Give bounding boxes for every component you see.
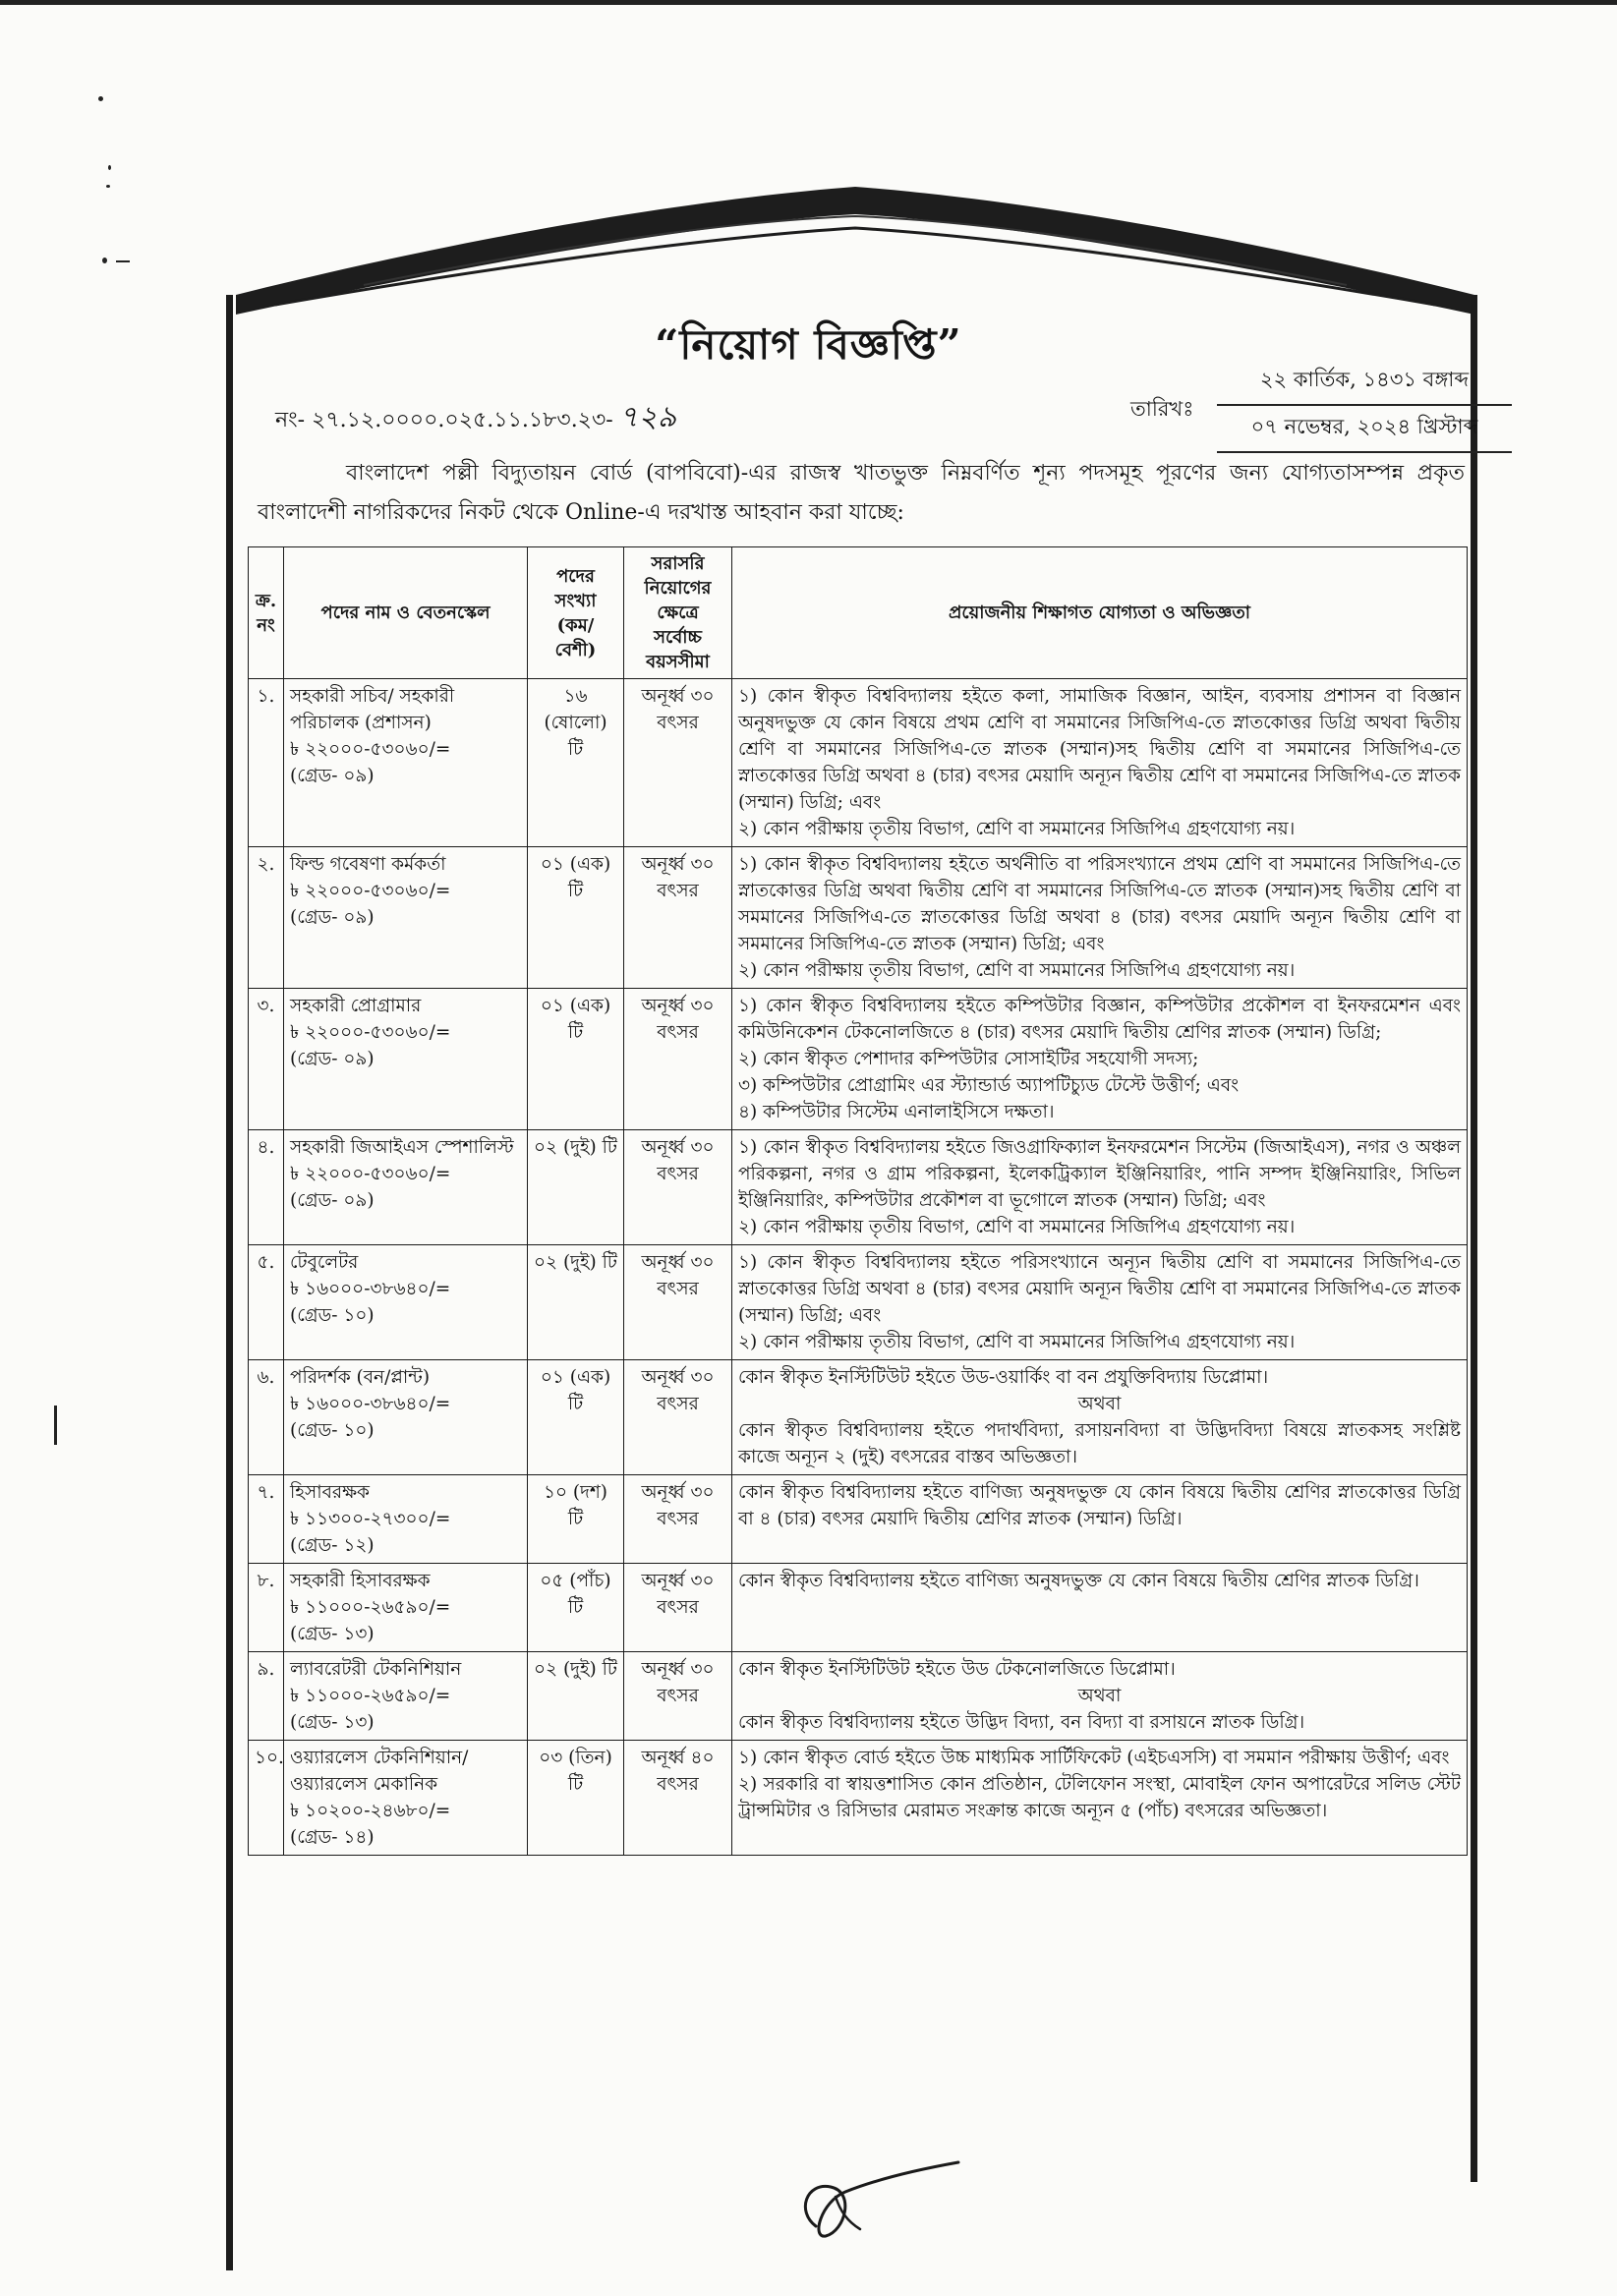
pay-scale: ৳ ১১০০০-২৬৫৯০/=	[290, 1597, 451, 1618]
cell-age-limit: অনূর্ধ্ব ৩০ বৎসর	[624, 1475, 732, 1564]
frame-right-border	[1471, 295, 1477, 2182]
header-qualification: প্রয়োজনীয় শিক্ষাগত যোগ্যতা ও অভিজ্ঞতা	[732, 547, 1468, 679]
qualification-item: ২) সরকারি বা স্বায়ত্তশাসিত কোন প্রতিষ্ঠান, টেলিফোন সংস্থা, মোবাইল ফোন অপারেটরে সলিড স্টেট ট্রান্সমিটার ও রিসিভার মেরামত সংক্রান্ত কাজে অন্যূন ৫ (পাঁচ) বৎসরের অভিজ্ঞতা।	[738, 1774, 1461, 1821]
qualification-item: ২) কোন পরীক্ষায় তৃতীয় বিভাগ, শ্রেণি বা সমমানের সিজিপিএ গ্রহণযোগ্য নয়।	[738, 1217, 1296, 1237]
cell-age-limit: অনূর্ধ্ব ৪০ বৎসর	[624, 1741, 732, 1856]
cell-post-count: ০১ (এক) টি	[528, 989, 624, 1130]
qualification-item: কোন স্বীকৃত ইনস্টিটিউট হইতে উড-ওয়ার্কিং বা বন প্রযুক্তিবিদ্যায় ডিপ্লোমা।	[738, 1367, 1269, 1388]
cell-qualification	[732, 1652, 1468, 1741]
date-label: তারিখঃ	[1130, 397, 1194, 421]
grade: (গ্রেড- ০৯)	[290, 766, 375, 786]
grade: (গ্রেড- ০৯)	[290, 1190, 375, 1211]
table-row	[249, 989, 1468, 1130]
cell-age-limit: অনূর্ধ্ব ৩০ বৎসর	[624, 1360, 732, 1475]
table-row	[249, 1564, 1468, 1652]
header-count: পদের সংখ্যা (কম/ বেশী)	[528, 547, 624, 679]
cell-post-count: ০২ (দুই) টি	[528, 1130, 624, 1245]
qualification-item: ১) কোন স্বীকৃত বিশ্ববিদ্যালয় হইতে পরিসংখ্যানে অন্যূন দ্বিতীয় শ্রেণি বা সমমানের সিজিপিএ-তে স্নাতকোত্তর ডিগ্রি অথবা ৪ (চার) বৎসর মেয়াদি অন্যূন দ্বিতীয় শ্রেণি বা সমমানের সিজিপিএ-তে স্নাতক (সম্মান) ডিগ্রি; এবং	[738, 1252, 1461, 1326]
table-body	[249, 679, 1468, 1856]
table-row	[249, 1130, 1468, 1245]
cell-serial: ১.	[249, 679, 284, 847]
cell-serial: ৪.	[249, 1130, 284, 1245]
qualification-item: ১) কোন স্বীকৃত বিশ্ববিদ্যালয় হইতে কলা, সামাজিক বিজ্ঞান, আইন, ব্যবসায় প্রশাসন বা বিজ্ঞান অনুষদভুক্ত যে কোন বিষয়ে প্রথম শ্রেণি বা সমমানের সিজিপিএ-তে স্নাতকোত্তর ডিগ্রি অথবা দ্বিতীয় শ্রেণি বা সমমানের সিজিপিএ-তে স্নাতক (সম্মান)সহ দ্বিতীয় শ্রেণি বা সমমানের সিজিপিএ-তে স্নাতকোত্তর ডিগ্রি অথবা ৪ (চার) বৎসর মেয়াদি অন্যূন দ্বিতীয় শ্রেণি বা সমমানের সিজিপিএ-তে স্নাতক (সম্মান) ডিগ্রি; এবং	[738, 686, 1461, 813]
table-header-row	[249, 547, 1468, 679]
cell-post	[284, 1475, 528, 1564]
memo-handwritten-number: ৭২৯	[618, 400, 677, 434]
qualification-item: ২) কোন পরীক্ষায় তৃতীয় বিভাগ, শ্রেণি বা সমমানের সিজিপিএ গ্রহণযোগ্য নয়।	[738, 1332, 1296, 1352]
qualification-item: ২) কোন পরীক্ষায় তৃতীয় বিভাগ, শ্রেণি বা সমমানের সিজিপিএ গ্রহণযোগ্য নয়।	[738, 960, 1296, 981]
cell-age-limit: অনূর্ধ্ব ৩০ বৎসর	[624, 1564, 732, 1652]
qualification-item: ১) কোন স্বীকৃত বিশ্ববিদ্যালয় হইতে জিওগ্রাফিক্যাল ইনফরমেশন সিস্টেম (জিআইএস), নগর ও অঞ্চল পরিকল্পনা, নগর ও গ্রাম পরিকল্পনা, ইলেকট্রিক্যাল ইঞ্জিনিয়ারিং, পানি সম্পদ ইঞ্জিনিয়ারিং, সিভিল ইঞ্জিনিয়ারিং, কম্পিউটার প্রকৌশল বা ভূগোলে স্নাতক (সম্মান) ডিগ্রি; এবং	[738, 1137, 1461, 1211]
qualification-item: কোন স্বীকৃত বিশ্ববিদ্যালয় হইতে বাণিজ্য অনুষদভুক্ত যে কোন বিষয়ে দ্বিতীয় শ্রেণির স্নাতকোত্তর ডিগ্রি বা ৪ (চার) বৎসর মেয়াদি দ্বিতীয় শ্রেণির স্নাতক (সম্মান) ডিগ্রি।	[738, 1482, 1461, 1529]
pay-scale: ৳ ১০২০০-২৪৬৮০/=	[290, 1801, 451, 1821]
table-row	[249, 1360, 1468, 1475]
cell-age-limit: অনূর্ধ্ব ৩০ বৎসর	[624, 847, 732, 989]
cell-post-count: ০৩ (তিন) টি	[528, 1741, 624, 1856]
cell-serial: ৫.	[249, 1245, 284, 1360]
vacancy-table	[248, 546, 1468, 1856]
top-border-line	[0, 0, 1617, 21]
qualification-item: ১) কোন স্বীকৃত বোর্ড হইতে উচ্চ মাধ্যমিক সার্টিফিকেট (এইচএসসি) বা সমমান পরীক্ষায় উত্তীর্ণ; এবং	[738, 1748, 1450, 1768]
grade: (গ্রেড- ১২)	[290, 1535, 375, 1556]
cell-post-count: ১৬ (ষোলো) টি	[528, 679, 624, 847]
post-name: সহকারী হিসাবরক্ষক	[290, 1571, 431, 1591]
cell-age-limit: অনূর্ধ্ব ৩০ বৎসর	[624, 1652, 732, 1741]
date-gregorian: ০৭ নভেম্বর, ২০২৪ খ্রিস্টাব্দ	[1217, 411, 1512, 453]
cell-post	[284, 679, 528, 847]
table-row	[249, 1245, 1468, 1360]
post-name: হিসাবরক্ষক	[290, 1482, 371, 1503]
cell-qualification	[732, 1564, 1468, 1652]
header-post: পদের নাম ও বেতনস্কেল	[284, 547, 528, 679]
qualification-item: কোন স্বীকৃত বিশ্ববিদ্যালয় হইতে বাণিজ্য অনুষদভুক্ত যে কোন বিষয়ে দ্বিতীয় শ্রেণির স্নাতক ডিগ্রি।	[738, 1571, 1419, 1591]
post-name: ওয়্যারলেস টেকনিশিয়ান/ ওয়্যারলেস মেকানিক	[290, 1748, 469, 1795]
cell-serial: ২.	[249, 847, 284, 989]
cell-qualification	[732, 679, 1468, 847]
grade: (গ্রেড- ১০)	[290, 1420, 375, 1441]
grade: (গ্রেড- ১৪)	[290, 1827, 375, 1848]
pay-scale: ৳ ১১০০০-২৬৫৯০/=	[290, 1686, 451, 1706]
post-name: সহকারী প্রোগ্রামার	[290, 996, 422, 1016]
pay-scale: ৳ ১৬০০০-৩৮৬৪০/=	[290, 1394, 451, 1414]
grade: (গ্রেড- ১৩)	[290, 1712, 375, 1733]
table-row	[249, 1475, 1468, 1564]
post-name: সহকারী সচিব/ সহকারী পরিচালক (প্রশাসন)	[290, 686, 455, 733]
notice-title: “নিয়োগ বিজ্ঞপ্তি”	[655, 320, 962, 369]
table-row	[249, 1741, 1468, 1856]
cell-post	[284, 1564, 528, 1652]
header-arch-banner	[216, 167, 1494, 324]
grade: (গ্রেড- ০৯)	[290, 1049, 375, 1069]
qualification-item: ২) কোন স্বীকৃত পেশাদার কম্পিউটার সোসাইটির সহযোগী সদস্য;	[738, 1049, 1199, 1069]
cell-serial: ৯.	[249, 1652, 284, 1741]
cell-serial: ৩.	[249, 989, 284, 1130]
grade: (গ্রেড- ০৯)	[290, 907, 375, 928]
cell-post	[284, 847, 528, 989]
qualification-item: কোন স্বীকৃত বিশ্ববিদ্যালয় হইতে উদ্ভিদ বিদ্যা, বন বিদ্যা বা রসায়নে স্নাতক ডিগ্রি।	[738, 1712, 1305, 1733]
cell-post-count: ০২ (দুই) টি	[528, 1652, 624, 1741]
post-name: সহকারী জিআইএস স্পেশালিস্ট	[290, 1137, 514, 1158]
cell-qualification	[732, 1475, 1468, 1564]
cell-post	[284, 989, 528, 1130]
signature	[786, 2143, 963, 2251]
pay-scale: ৳ ২২০০০-৫৩০৬০/=	[290, 1164, 451, 1184]
post-name: ফিল্ড গবেষণা কর্মকর্তা	[290, 854, 446, 875]
cell-post	[284, 1130, 528, 1245]
table-row	[249, 1652, 1468, 1741]
table-row	[249, 847, 1468, 989]
cell-post	[284, 1741, 528, 1856]
qualification-or: অথবা	[1077, 1394, 1122, 1414]
grade: (গ্রেড- ১০)	[290, 1305, 375, 1326]
cell-post-count: ০১ (এক) টি	[528, 847, 624, 989]
table-row	[249, 679, 1468, 847]
cell-qualification	[732, 1360, 1468, 1475]
pay-scale: ৳ ১৬০০০-৩৮৬৪০/=	[290, 1279, 451, 1299]
cell-post-count: ০৫ (পাঁচ) টি	[528, 1564, 624, 1652]
intro-paragraph: বাংলাদেশ পল্লী বিদ্যুতায়ন বোর্ড (বাপবিবো)-এর রাজস্ব খাতভুক্ত নিম্নবর্ণিত শূন্য পদসমূহ পূরণের জন্য যোগ্যতাসম্পন্ন প্রকৃত বাংলাদেশী নাগরিকদের নিকট থেকে Online-এ দরখাস্ত আহবান করা যাচ্ছে:	[258, 461, 1465, 525]
cell-post	[284, 1360, 528, 1475]
memo-number	[275, 393, 676, 443]
cell-qualification	[732, 847, 1468, 989]
cell-serial: ৭.	[249, 1475, 284, 1564]
cell-post	[284, 1652, 528, 1741]
cell-serial: ৬.	[249, 1360, 284, 1475]
pay-scale: ৳ ২২০০০-৫৩০৬০/=	[290, 1022, 451, 1043]
qualification-item: ৪) কম্পিউটার সিস্টেম এনালাইসিসে দক্ষতা।	[738, 1102, 1055, 1122]
qualification-or: অথবা	[1077, 1686, 1122, 1706]
frame-left-border	[226, 295, 233, 2270]
header-age: সরাসরি নিয়োগের ক্ষেত্রে সর্বোচ্চ বয়সসীমা	[624, 547, 732, 679]
grade: (গ্রেড- ১৩)	[290, 1624, 375, 1644]
cell-qualification	[732, 1245, 1468, 1360]
cell-post-count: ০২ (দুই) টি	[528, 1245, 624, 1360]
date-bangla: ২২ কার্তিক, ১৪৩১ বঙ্গাব্দ	[1217, 364, 1512, 406]
cell-age-limit: অনূর্ধ্ব ৩০ বৎসর	[624, 1130, 732, 1245]
cell-serial: ৮.	[249, 1564, 284, 1652]
cell-serial: ১০.	[249, 1741, 284, 1856]
pay-scale: ৳ ২২০০০-৫৩০৬০/=	[290, 881, 451, 901]
cell-post	[284, 1245, 528, 1360]
post-name: টেবুলেটর	[290, 1252, 359, 1273]
cell-qualification	[732, 989, 1468, 1130]
cell-age-limit: অনূর্ধ্ব ৩০ বৎসর	[624, 679, 732, 847]
cell-age-limit: অনূর্ধ্ব ৩০ বৎসর	[624, 1245, 732, 1360]
header-sl: ক্র. নং	[249, 547, 284, 679]
qualification-item: ১) কোন স্বীকৃত বিশ্ববিদ্যালয় হইতে অর্থনীতি বা পরিসংখ্যানে প্রথম শ্রেণি বা সমমানের সিজিপিএ-তে স্নাতকোত্তর ডিগ্রি অথবা দ্বিতীয় শ্রেণি বা সমমানের সিজিপিএ-তে স্নাতক (সম্মান)সহ দ্বিতীয় শ্রেণি বা সমমানের সিজিপিএ-তে স্নাতকোত্তর ডিগ্রি অথবা ৪ (চার) বৎসর মেয়াদি অন্যূন দ্বিতীয় শ্রেণি বা সমমানের সিজিপিএ-তে স্নাতক (সম্মান) ডিগ্রি; এবং	[738, 854, 1461, 954]
qualification-item: ১) কোন স্বীকৃত বিশ্ববিদ্যালয় হইতে কম্পিউটার বিজ্ঞান, কম্পিউটার প্রকৌশল বা ইনফরমেশন এবং কমিউনিকেশন টেকনোলজিতে ৪ (চার) বৎসর মেয়াদি দ্বিতীয় শ্রেণির স্নাতক (সম্মান) ডিগ্রি;	[738, 996, 1461, 1043]
qualification-item: কোন স্বীকৃত ইনস্টিটিউট হইতে উড টেকনোলজিতে ডিপ্লোমা।	[738, 1659, 1176, 1680]
cell-post-count: ০১ (এক) টি	[528, 1360, 624, 1475]
post-name: পরিদর্শক (বন/প্লান্ট)	[290, 1367, 431, 1388]
pay-scale: ৳ ১১৩০০-২৭৩০০/=	[290, 1509, 451, 1529]
qualification-item: ৩) কম্পিউটার প্রোগ্রামিং এর স্ট্যান্ডার্ড অ্যাপটিচ্যুড টেস্টে উত্তীর্ণ; এবং	[738, 1075, 1240, 1096]
qualification-item: ২) কোন পরীক্ষায় তৃতীয় বিভাগ, শ্রেণি বা সমমানের সিজিপিএ গ্রহণযোগ্য নয়।	[738, 819, 1296, 839]
cell-qualification	[732, 1130, 1468, 1245]
cell-age-limit: অনূর্ধ্ব ৩০ বৎসর	[624, 989, 732, 1130]
qualification-item: কোন স্বীকৃত বিশ্ববিদ্যালয় হইতে পদার্থবিদ্যা, রসায়নবিদ্যা বা উদ্ভিদবিদ্যা বিষয়ে স্নাতকসহ সংশ্লিষ্ট কাজে অন্যূন ২ (দুই) বৎসরের বাস্তব অভিজ্ঞতা।	[738, 1420, 1461, 1467]
post-name: ল্যাবরেটরী টেকনিশিয়ান	[290, 1659, 462, 1680]
pay-scale: ৳ ২২০০০-৫৩০৬০/=	[290, 739, 451, 760]
cell-qualification	[732, 1741, 1468, 1856]
cell-post-count: ১০ (দশ) টি	[528, 1475, 624, 1564]
memo-prefix: নং- ২৭.১২.০০০০.০২৫.১১.১৮৩.২৩-	[275, 408, 613, 432]
